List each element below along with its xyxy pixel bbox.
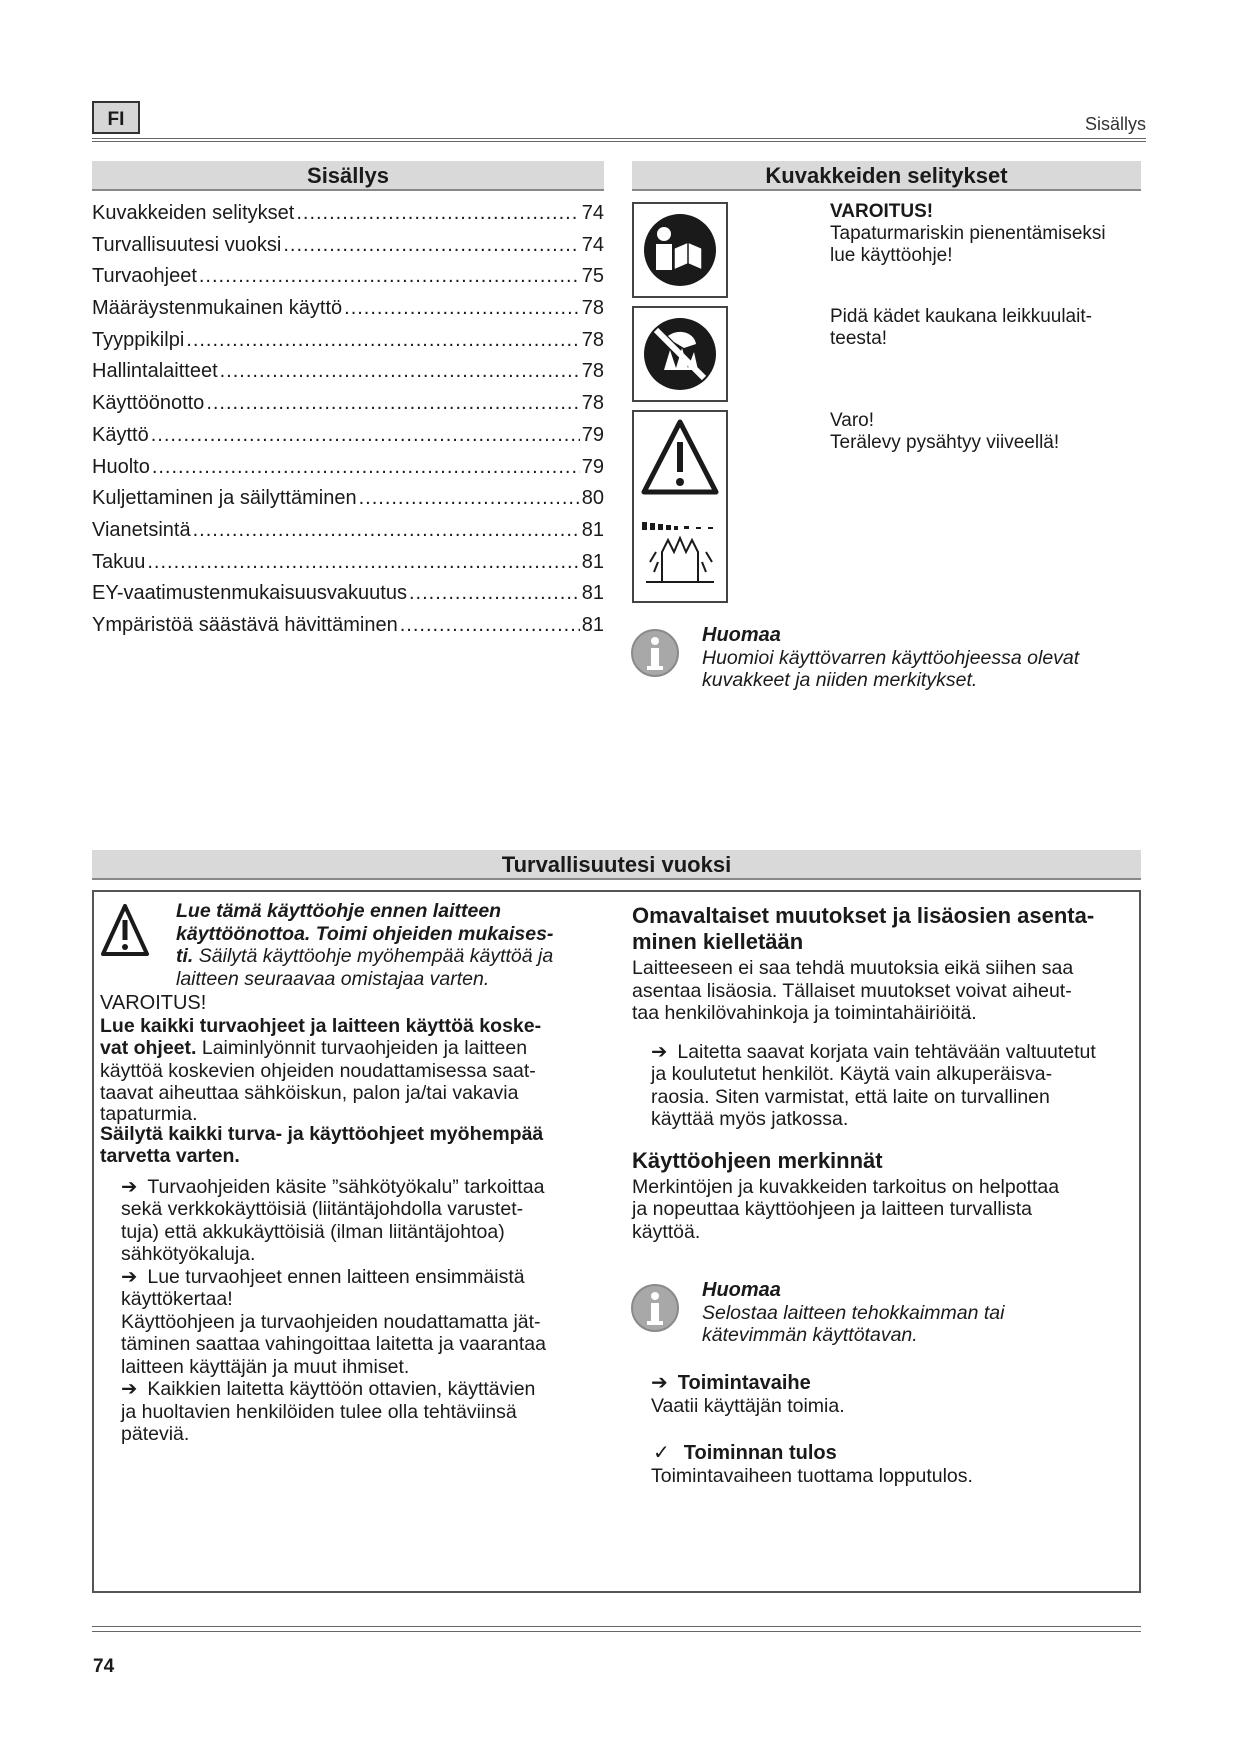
markings-text: ja nopeuttaa käyttöohjeen ja laitteen turvallista — [632, 1198, 1033, 1220]
read-manual-icon — [632, 202, 728, 298]
safety-title: Turvallisuutesi vuoksi — [92, 850, 1141, 880]
toc-entry-page: 78 — [581, 360, 604, 383]
toc-entry-page: 78 — [581, 297, 604, 320]
toc-entry-label: Käyttö — [92, 423, 149, 446]
toc-entry — [92, 424, 604, 456]
toc-entry-page: 78 — [581, 328, 604, 351]
bullet-1-line: sähkötyökaluja. — [121, 1243, 256, 1265]
toc-leader-dots — [147, 551, 579, 574]
p1-line: vat ohjeet. — [100, 1037, 197, 1059]
toc-entry — [92, 551, 604, 583]
toc-entry-label: Kuvakkeiden selitykset — [92, 202, 295, 224]
bullet-2-line: käyttökertaa! — [121, 1288, 233, 1310]
step-text: Vaatii käyttäjän toimia. — [651, 1394, 845, 1417]
note-1-title: Huomaa — [702, 624, 781, 646]
toc-leader-dots — [199, 265, 580, 288]
p1-line: taavat aiheuttaa sähköiskun, palon ja/tai vakavia — [100, 1082, 519, 1104]
toc-entry-page: 81 — [581, 550, 604, 573]
toc-entry-page: 80 — [581, 487, 604, 510]
arrow-icon: ➔ — [651, 1372, 668, 1394]
header-rule — [92, 138, 1146, 139]
modifications-text: Laitteeseen ei saa tehdä muutoksia eikä siihen saa — [632, 957, 1074, 979]
icons-section-title: Kuvakkeiden selitykset — [632, 161, 1141, 191]
p1-line: tapaturmia. — [100, 1102, 198, 1125]
toc-entry — [92, 297, 604, 329]
footer-rule-2 — [92, 1631, 1141, 1632]
bullet-3-line: Kaikkien laitetta käyttöön ottavien, käyttävien — [147, 1378, 536, 1400]
toc-entry — [92, 487, 604, 519]
repair-bullet — [632, 1041, 1132, 1131]
header-rule-2 — [92, 141, 1146, 142]
toc-entry-page: 75 — [581, 265, 604, 288]
toc-entry-page: 78 — [581, 392, 604, 415]
toc-leader-dots — [283, 234, 579, 257]
markings-text: Merkintöjen ja kuvakkeiden tarkoitus on helpottaa — [632, 1175, 1060, 1198]
toc-entry — [92, 392, 604, 424]
toc-entry — [92, 265, 604, 297]
toc-entry — [92, 519, 604, 551]
toc-entry-page: 81 — [581, 518, 604, 541]
toc-leader-dots — [206, 392, 579, 415]
toc-entry-label: EY-vaatimustenmukaisuusvakuutus — [92, 582, 407, 605]
toc-leader-dots — [400, 614, 580, 637]
p1-line: käyttöä koskevien ohjeiden noudattamisessa saat- — [100, 1059, 536, 1082]
warning-intro-line: ti. — [176, 945, 194, 967]
warning-intro — [176, 900, 606, 990]
toc-leader-dots — [152, 456, 580, 479]
toc-entry-page: 81 — [581, 613, 604, 636]
toc-leader-dots — [296, 202, 579, 225]
toc-entry-label: Turvaohjeet — [92, 265, 197, 288]
para-3-line: Käyttöohjeen ja turvaohjeiden noudattamatta jät- — [121, 1310, 541, 1333]
markings-text: käyttöä. — [632, 1220, 701, 1243]
p2-line: Säilytä kaikki turva- ja käyttöohjeet myöhempää — [100, 1122, 544, 1145]
toc-entry-label: Ympäristöä säästävä hävittäminen — [92, 613, 398, 636]
toc-entry-page: 79 — [581, 423, 604, 446]
note-2 — [702, 1279, 1132, 1346]
warning-triangle-icon — [100, 902, 150, 960]
toc-entry-label: Kuljettaminen ja säilyttäminen — [92, 487, 357, 510]
repair-line: ja koulutetut henkilöt. Käytä vain alkuperäisva- — [651, 1063, 1053, 1085]
toc-title: Sisällys — [92, 161, 604, 191]
step-label: Toimintavaihe — [677, 1372, 811, 1394]
varoitus-label: VAROITUS! — [100, 992, 207, 1014]
header-section-label: Sisällys — [1084, 114, 1146, 134]
toc-entry — [92, 614, 604, 646]
p1-line: Laiminlyönnit turvaohjeiden ja laitteen — [196, 1037, 528, 1059]
note-2-line: Selostaa laitteen tehokkaimman tai — [702, 1302, 1005, 1324]
bullet-2-line: Lue turvaohjeet ennen laitteen ensimmäistä — [147, 1265, 525, 1288]
note-2-title: Huomaa — [702, 1279, 781, 1301]
toc-entry — [92, 360, 604, 392]
note-2-line: kätevimmän käyttötavan. — [702, 1324, 918, 1346]
icon-text-1 — [830, 201, 1160, 267]
modifications-text: taa henkilövahinkoja ja toimintahäiriöitä. — [632, 1002, 977, 1024]
para-3-line: täminen saattaa vahingoittaa laitetta ja vaarantaa — [121, 1333, 546, 1355]
keep-hands-away-icon — [632, 306, 728, 402]
icon-1-line: Tapaturmariskin pienentämiseksi — [830, 223, 1106, 244]
icon-3-line: Terälevy pysähtyy viiveellä! — [830, 432, 1060, 453]
toc-leader-dots — [186, 329, 579, 352]
bullet-1-line: Turvaohjeiden käsite ”sähkötyökalu” tarkoittaa — [147, 1175, 545, 1198]
toc-entry — [92, 329, 604, 361]
toc-entry-label: Hallintalaitteet — [92, 360, 218, 383]
toc-entry-label: Takuu — [92, 550, 146, 573]
result-label: Toiminnan tulos — [683, 1442, 837, 1464]
toc-entry-label: Huolto — [92, 455, 150, 478]
result-text: Toimintavaiheen tuottama lopputulos. — [651, 1464, 973, 1487]
arrow-icon: ➔ — [121, 1175, 138, 1198]
arrow-icon: ➔ — [121, 1265, 138, 1288]
toc-entry — [92, 456, 604, 488]
icon-2-line: Pidä kädet kaukana leikkuulait- — [830, 306, 1092, 327]
table-of-contents — [92, 202, 604, 646]
language-tag: FI — [92, 101, 140, 134]
result-legend — [651, 1442, 1131, 1487]
footer-rule — [92, 1626, 1141, 1627]
bullet-3-line: päteviä. — [121, 1423, 190, 1445]
icon-2-line: teesta! — [830, 328, 888, 349]
toc-entry-page: 74 — [581, 202, 604, 224]
heading-modifications: minen kielletään — [632, 929, 804, 954]
icon-1-title: VAROITUS! — [830, 201, 934, 222]
modifications-text: asentaa lisäosia. Tällaiset muutokset voivat aiheut- — [632, 979, 1072, 1002]
bullet-1 — [100, 1176, 610, 1446]
toc-entry-page: 81 — [581, 582, 604, 605]
info-icon — [630, 1283, 680, 1333]
toc-entry-label: Vianetsintä — [92, 518, 191, 541]
toc-entry-label: Turvallisuutesi vuoksi — [92, 233, 282, 256]
icon-text-2 — [830, 306, 1160, 350]
repair-line: Laitetta saavat korjata vain tehtävään valtuutetut — [677, 1040, 1096, 1063]
step-legend — [651, 1372, 1131, 1417]
para-3-line: laitteen käyttäjän ja muut ihmiset. — [121, 1355, 410, 1378]
arrow-icon: ➔ — [651, 1040, 668, 1063]
check-icon: ✓ — [653, 1442, 670, 1464]
toc-entry-page: 79 — [581, 455, 604, 478]
note-1 — [702, 624, 1142, 691]
toc-entry-label: Käyttöönotto — [92, 392, 205, 415]
icon-1-line: lue käyttöohje! — [830, 245, 953, 266]
note-1-line: kuvakkeet ja niiden merkitykset. — [702, 669, 978, 691]
toc-leader-dots — [220, 360, 580, 383]
toc-leader-dots — [409, 582, 580, 605]
repair-line: raosia. Siten varmistat, että laite on turvallinen — [651, 1085, 1050, 1108]
heading-modifications: Omavaltaiset muutokset ja lisäosien asenta- — [632, 903, 1095, 928]
arrow-icon: ➔ — [121, 1378, 138, 1400]
repair-line: käyttää myös jatkossa. — [651, 1108, 849, 1130]
right-column — [632, 903, 1132, 1243]
left-column — [100, 992, 610, 1446]
warning-blade-icon — [632, 410, 728, 603]
icon-text-3 — [830, 410, 1160, 454]
warning-intro-line: laitteen seuraavaa omistajaa varten. — [176, 967, 490, 990]
toc-leader-dots — [151, 424, 580, 447]
toc-entry-label: Tyyppikilpi — [92, 328, 185, 351]
p1-line: Lue kaikki turvaohjeet ja laitteen käyttöä koske- — [100, 1014, 542, 1037]
toc-entry — [92, 234, 604, 266]
icon-3-line: Varo! — [830, 410, 875, 431]
note-1-line: Huomioi käyttövarren käyttöohjeessa olevat — [702, 647, 1080, 669]
toc-leader-dots — [344, 297, 580, 320]
bullet-1-line: tuja) että akkukäyttöisiä (ilman liitäntäjohtoa) — [121, 1220, 505, 1243]
toc-entry-label: Määräystenmukainen käyttö — [92, 297, 343, 320]
bullet-1-line: sekä verkkokäyttöisiä (liitäntäjohdolla varustet- — [121, 1198, 524, 1220]
page-number: 74 — [93, 1656, 115, 1677]
p2-line: tarvetta varten. — [100, 1145, 240, 1167]
bullet-3-line: ja huoltavien henkilöiden tulee olla tehtäviinsä — [121, 1400, 517, 1423]
toc-entry — [92, 582, 604, 614]
heading-markings: Käyttöohjeen merkinnät — [632, 1147, 883, 1173]
warning-intro-line: käyttöönottoa. Toimi ohjeiden mukaises- — [176, 922, 554, 945]
toc-entry — [92, 202, 604, 234]
warning-intro-line: Lue tämä käyttöohje ennen laitteen — [176, 900, 502, 922]
info-icon — [630, 628, 680, 678]
toc-entry-page: 74 — [581, 233, 604, 256]
toc-leader-dots — [359, 487, 580, 510]
toc-leader-dots — [193, 519, 580, 542]
warning-intro-line: Säilytä käyttöohje myöhempää käyttöä ja — [193, 945, 554, 967]
